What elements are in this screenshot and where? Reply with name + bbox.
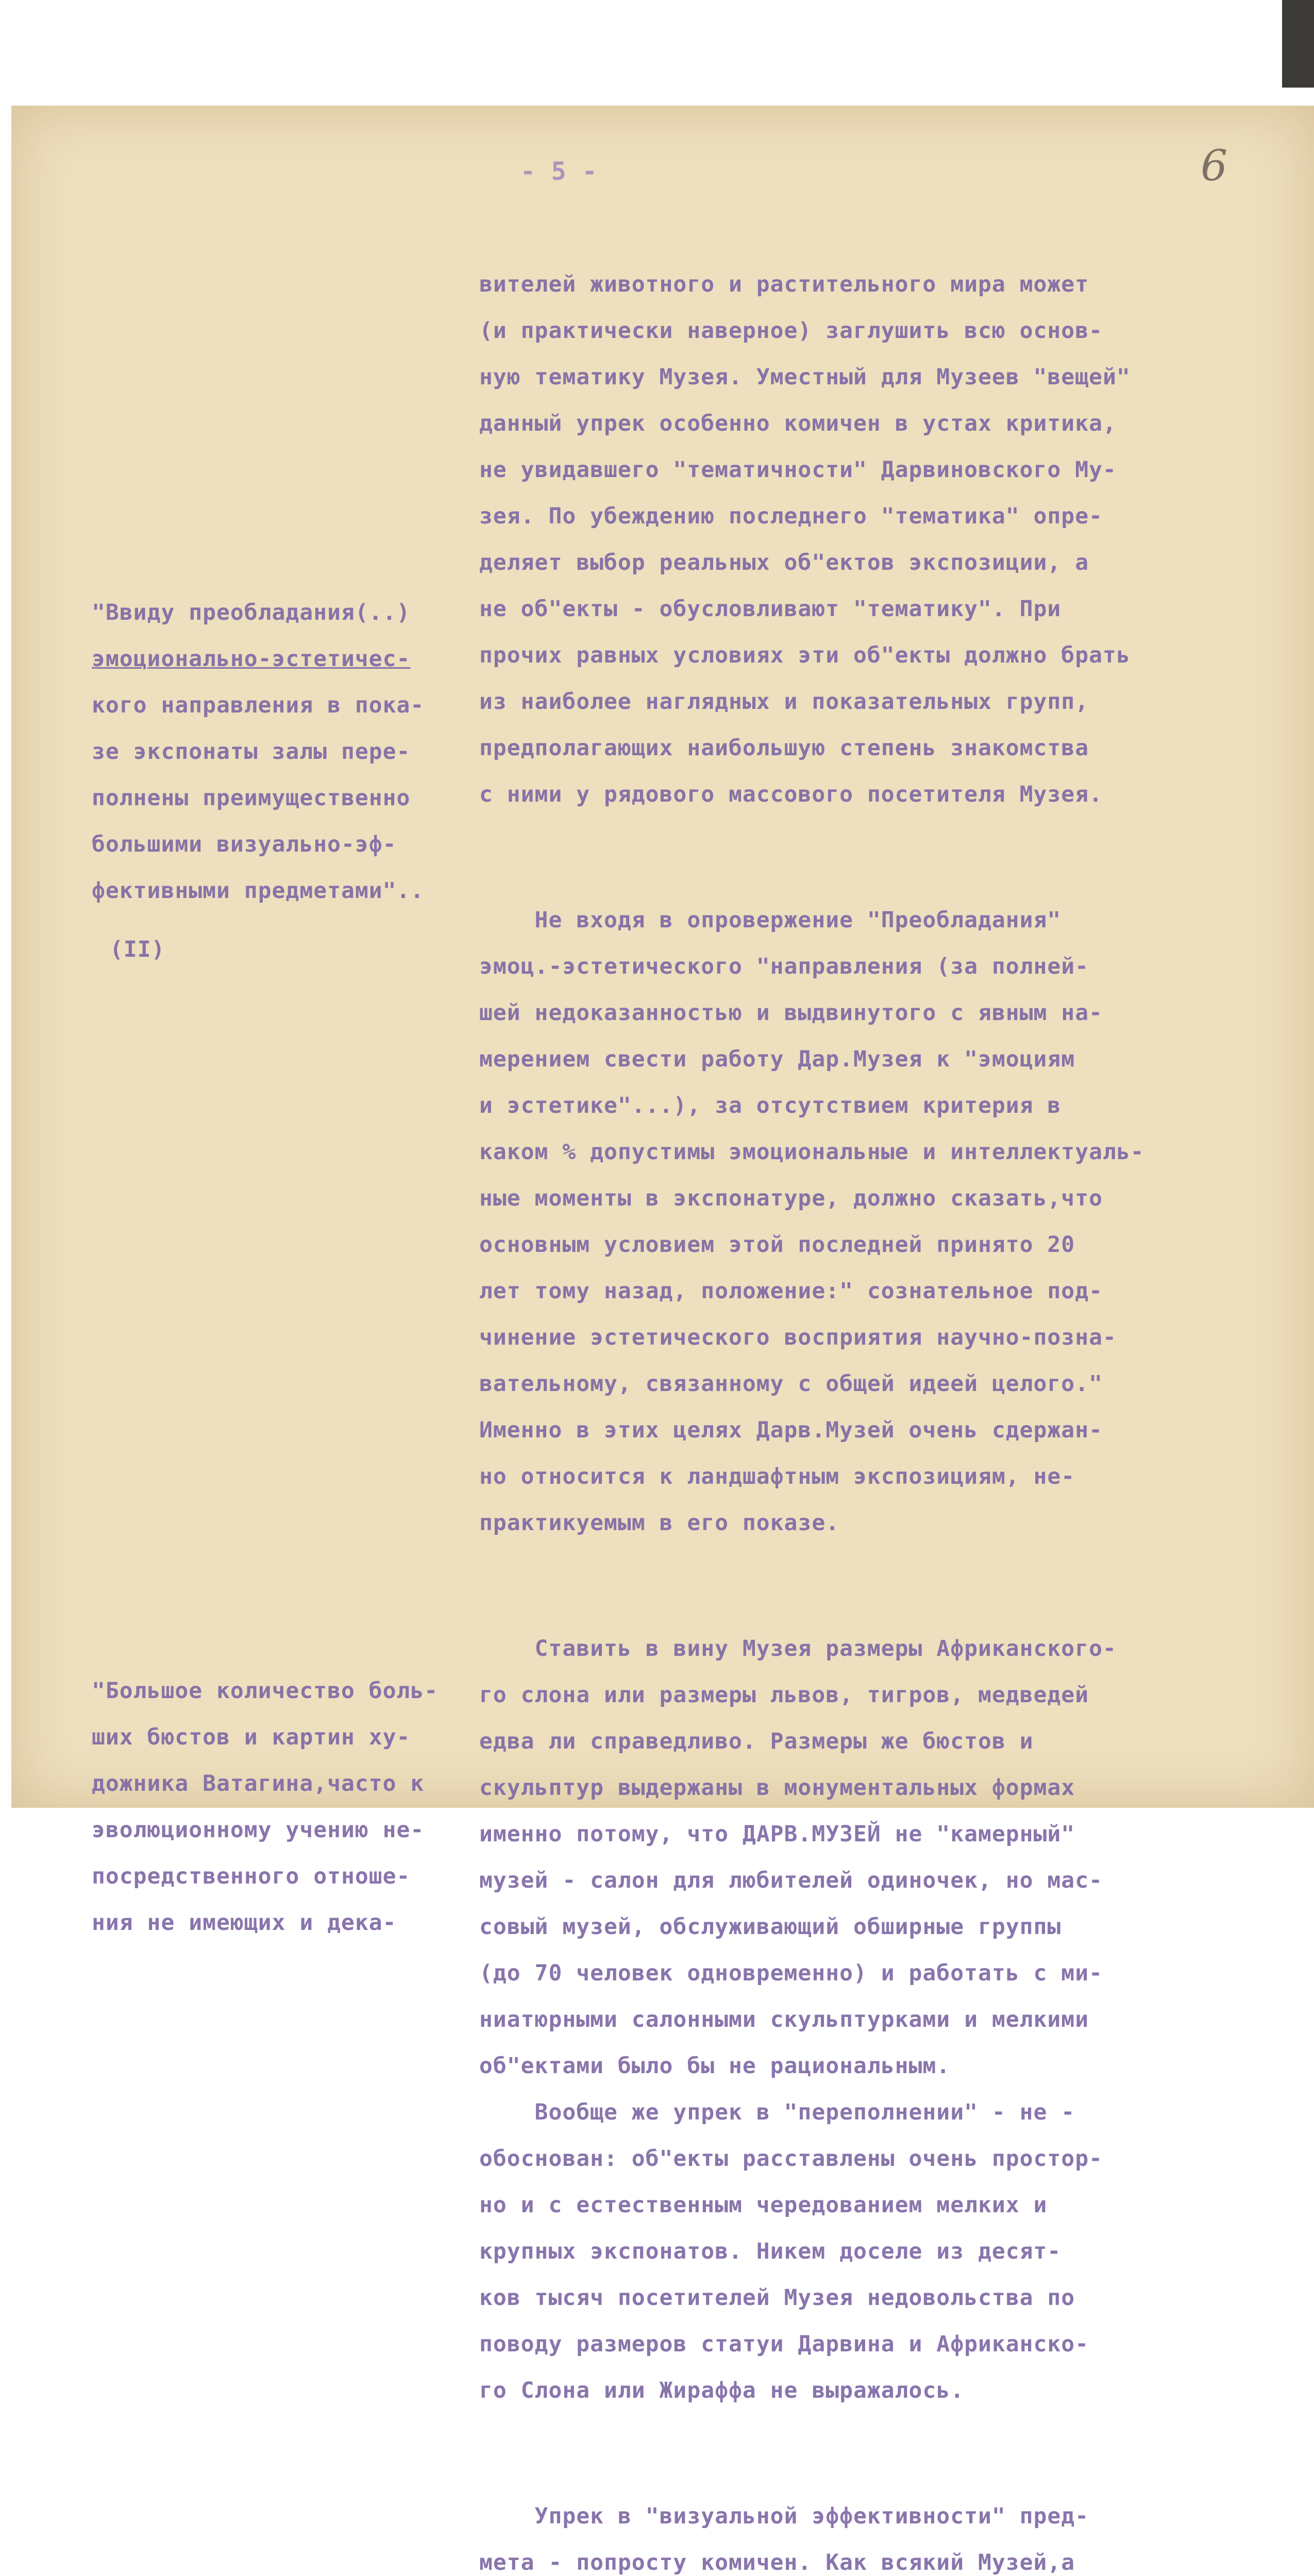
text-line: но относится к ландшафтным экспозициям, не-	[479, 1464, 1075, 1489]
text-line: Упрек в "визуальной эффективности" пред-	[479, 2503, 1089, 2529]
text-line: Именно в этих целях Дарв.Музей очень сдержан-	[479, 1417, 1103, 1443]
text-line: чинение эстетического восприятия научно-позна-	[479, 1325, 1117, 1350]
text-line: го Слона или Жираффа не выражалось.	[479, 2378, 965, 2403]
text-line: ков тысяч посетителей Музея недовольства по	[479, 2285, 1075, 2311]
text-line: и эстетике"...), за отсутствием критерия в	[479, 1093, 1062, 1118]
text-line: скульптур выдержаны в монументальных формах	[479, 1775, 1075, 1801]
text-line: мерением свести работу Дар.Музея к "эмоциям	[479, 1046, 1075, 1072]
text-line: ниатюрными салонными скульптурками и мелкими	[479, 2007, 1089, 2032]
paragraph-1	[479, 251, 1144, 827]
text-line: данный упрек особенно комичен в устах критика,	[479, 411, 1117, 436]
margin-quote-line: "Большое количество боль-	[92, 1678, 439, 1704]
text-line: го слона или размеры львов, тигров, медведей	[479, 1682, 1089, 1708]
text-line: прочих равных условиях эти об"екты должно брать	[479, 642, 1131, 668]
text-line: обоснован: об"екты расставлены очень простор-	[479, 2146, 1103, 2172]
scan-edge	[1282, 0, 1314, 88]
text-line: вителей животного и растительного мира может	[479, 272, 1089, 297]
text-line: с ними у рядового массового посетителя Музея.	[479, 782, 1103, 807]
margin-quote-1	[92, 580, 424, 973]
paragraph-4	[479, 2483, 1144, 2576]
text-line: деляет выбор реальных об"ектов экспозиции, а	[479, 550, 1089, 575]
margin-quote-line: "Ввиду преобладания(..)	[92, 600, 411, 625]
handwritten-page-number: 6	[1201, 142, 1228, 191]
text-line: крупных экспонатов. Никем доселе из десят-	[479, 2239, 1062, 2264]
text-line: Не входя в опровержение "Преобладания"	[479, 907, 1062, 933]
text-line: не об"екты - обусловливают "тематику". При	[479, 596, 1062, 622]
text-line: не увидавшего "тематичности" Дарвиновского Му-	[479, 457, 1117, 483]
margin-quote-line: эмоционально-эстетичес-	[92, 646, 411, 672]
margin-quote-reference: (II)	[110, 937, 165, 962]
text-line: но и с естественным чередованием мелких и	[479, 2192, 1048, 2218]
margin-quote-line: посредственного отноше-	[92, 1863, 411, 1889]
text-line: именно потому, что ДАРВ.МУЗЕЙ не "камерный"	[479, 1821, 1075, 1847]
margin-quote-line: ния не имеющих и дека-	[92, 1910, 397, 1936]
text-line: (до 70 человек одновременно) и работать с ми-	[479, 1960, 1103, 1986]
margin-quote-line: дожника Ватагина,часто к	[92, 1771, 425, 1797]
margin-quote-line: кого направления в пока-	[92, 692, 425, 718]
text-line: из наиболее наглядных и показательных групп,	[479, 689, 1089, 715]
text-line: лет тому назад, положение:" сознательное под-	[479, 1278, 1103, 1304]
text-line: об"ектами было бы не рациональным.	[479, 2053, 951, 2079]
text-line: основным условием этой последней принято 20	[479, 1232, 1075, 1258]
text-line: ную тематику Музея. Уместный для Музеев "вещей"	[479, 364, 1131, 390]
margin-quote-line: ших бюстов и картин ху-	[92, 1724, 411, 1750]
text-line: Ставить в вину Музея размеры Африканского-	[479, 1636, 1117, 1662]
text-line: практикуемым в его показе.	[479, 1510, 840, 1536]
text-line: музей - салон для любителей одиночек, но мас-	[479, 1868, 1103, 1893]
text-line: едва ли справедливо. Размеры же бюстов и	[479, 1728, 1034, 1754]
text-line: вательному, связанному с общей идеей целого."	[479, 1371, 1103, 1397]
margin-quote-line: эволюционному учению не-	[92, 1817, 425, 1843]
text-line: шей недоказанностью и выдвинутого с явным на-	[479, 1000, 1103, 1026]
text-line: совый музей, обслуживающий обширные группы	[479, 1914, 1062, 1940]
margin-quote-line: зе экспонаты залы пере-	[92, 739, 411, 765]
text-line: эмоц.-эстетического "направления (за полней-	[479, 954, 1089, 979]
text-line: поводу размеров статуи Дарвина и Африканско-	[479, 2331, 1089, 2357]
text-line: мета - попросту комичен. Как всякий Музей,а	[479, 2550, 1075, 2575]
text-line: ные моменты в экспонатуре, должно сказать,что	[479, 1185, 1103, 1211]
margin-quote-2	[92, 1658, 438, 1946]
text-line: каком % допустимы эмоциональные и интеллектуаль-	[479, 1139, 1144, 1165]
margin-quote-line: фективными предметами"..	[92, 878, 425, 904]
paragraph-2	[479, 887, 1144, 1556]
paragraph-3	[479, 1616, 1144, 2424]
margin-quote-line: большими визуально-эф-	[92, 832, 397, 857]
main-text-column	[479, 232, 1144, 2576]
text-line: зея. По убеждению последнего "тематика" опре-	[479, 503, 1103, 529]
text-line: Вообще же упрек в "переполнении" - не -	[479, 2099, 1075, 2125]
margin-quote-line: полнены преимущественно	[92, 785, 411, 811]
text-line: (и практически наверное) заглушить всю основ-	[479, 318, 1103, 344]
page-number: - 5 -	[520, 157, 598, 186]
text-line: предполагающих наибольшую степень знакомства	[479, 735, 1089, 761]
